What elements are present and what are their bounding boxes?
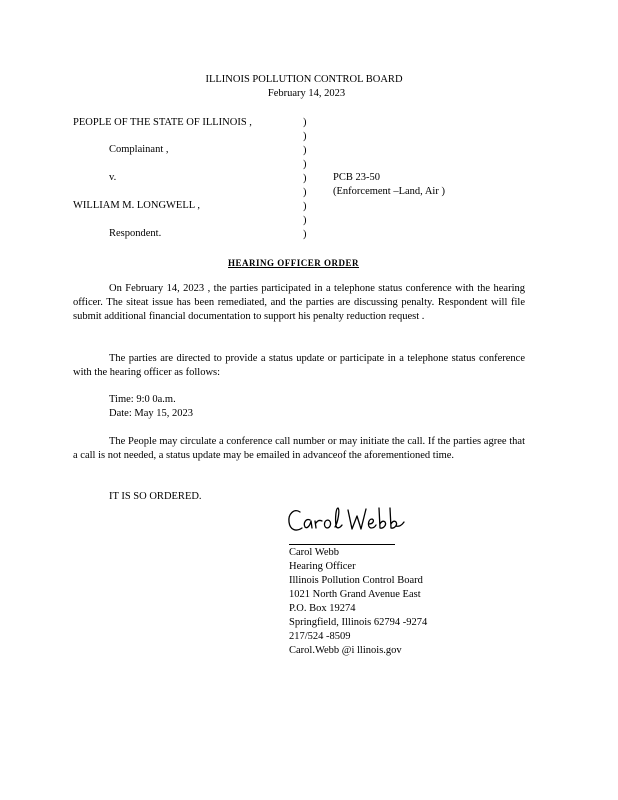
paragraph-2 bbox=[73, 352, 525, 380]
signature-block bbox=[289, 546, 427, 658]
signer-street: 1021 North Grand Avenue East bbox=[289, 589, 421, 600]
case-number: PCB 23-50 bbox=[333, 172, 380, 183]
caption-paren: ) bbox=[303, 201, 307, 212]
caption-paren: ) bbox=[303, 117, 307, 128]
complainant-name: PEOPLE OF THE STATE OF ILLINOIS , bbox=[73, 117, 252, 128]
signer-title: Hearing Officer bbox=[289, 561, 356, 572]
respondent-role: Respondent. bbox=[109, 228, 162, 239]
caption-paren: ) bbox=[303, 145, 307, 156]
versus-label: v. bbox=[109, 172, 117, 183]
caption-parentheses bbox=[303, 116, 307, 242]
order-date: February 14, 2023 bbox=[267, 88, 346, 99]
conference-date: Date: May 15, 2023 bbox=[109, 408, 193, 419]
case-type: (Enforcement –Land, Air ) bbox=[333, 186, 445, 197]
order-title: HEARING OFFICER ORDER bbox=[228, 258, 360, 268]
caption-paren: ) bbox=[303, 215, 307, 226]
paragraph-3 bbox=[73, 435, 525, 463]
paragraph-2-text: The parties are directed to provide a status update or participate in a telephone status conference with the hearing officer as follows: bbox=[73, 353, 525, 378]
paragraph-1-text: On February 14, 2023 , the parties participated in a telephone status conference with the hearing officer. The siteat issue has been remediated, and the parties are discussing penalty. Respondent will file submit additional financial documentation to support his penalty reduction request . bbox=[73, 283, 525, 322]
signer-po-box: P.O. Box 19274 bbox=[289, 603, 356, 614]
caption-paren: ) bbox=[303, 173, 307, 184]
paragraph-3-text: The People may circulate a conference call number or may initiate the call. If the parties agree that a call is not needed, a status update may be emailed in advanceof the aforementioned time. bbox=[73, 436, 525, 461]
caption-paren: ) bbox=[303, 229, 307, 240]
paragraph-1 bbox=[73, 282, 525, 324]
complainant-role: Complainant , bbox=[109, 144, 169, 155]
caption-paren: ) bbox=[303, 187, 307, 198]
conference-time: Time: 9:0 0a.m. bbox=[109, 394, 176, 405]
agency-title: ILLINOIS POLLUTION CONTROL BOARD bbox=[205, 74, 403, 85]
signer-email-link[interactable]: Carol.Webb @i llinois.gov bbox=[289, 645, 402, 656]
caption-paren: ) bbox=[303, 131, 307, 142]
caption-paren: ) bbox=[303, 159, 307, 170]
handwritten-signature bbox=[286, 500, 416, 542]
signer-phone: 217/524 -8509 bbox=[289, 631, 351, 642]
so-ordered: IT IS SO ORDERED. bbox=[109, 491, 202, 502]
signer-city: Springfield, Illinois 62794 -9274 bbox=[289, 617, 428, 628]
signature-line bbox=[289, 544, 395, 545]
signer-name: Carol Webb bbox=[289, 547, 339, 558]
respondent-name: WILLIAM M. LONGWELL , bbox=[73, 200, 201, 211]
signer-agency: Illinois Pollution Control Board bbox=[289, 575, 423, 586]
